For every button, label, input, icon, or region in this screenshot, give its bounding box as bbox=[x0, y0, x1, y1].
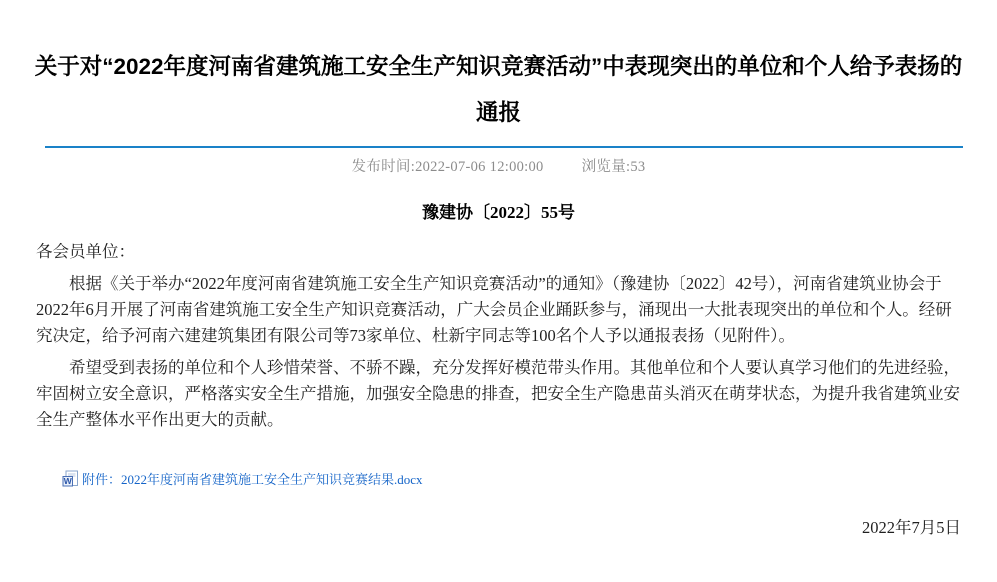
paragraph-2: 希望受到表扬的单位和个人珍惜荣誉、不骄不躁，充分发挥好模范带头作用。其他单位和个人要认真学习他们的先进经验，牢固树立安全意识，严格落实安全生产措施，加强安全隐患的排查，把安全生产隐患苗头消灭在萌芽状态，为提升我省建筑业安全生产整体水平作出更大的贡献。 bbox=[36, 358, 960, 429]
sign-date: 2022年7月5日 bbox=[862, 518, 961, 537]
salutation: 各会员单位： bbox=[36, 242, 135, 261]
attachment-link[interactable]: 附件：2022年度河南省建筑施工安全生产知识竞赛结果.docx bbox=[82, 472, 423, 487]
views-label: 浏览量: bbox=[581, 159, 631, 175]
paragraph-1: 根据《关于举办“2022年度河南省建筑施工安全生产知识竞赛活动”的通知》（豫建协〔2022〕42号），河南省建筑业协会于2022年6月开展了河南省建筑施工安全生产知识竞赛活动，广大会员企业踊跃参与，涌现出一大批表现突出的单位和个人。经研究决定，给予河南六建建筑集团有限公司等73家单位、杜新宇同志等100名个人予以通报表扬（见附件）。 bbox=[36, 274, 952, 345]
word-doc-icon bbox=[62, 470, 79, 487]
page-title: 关于对“2022年度河南省建筑施工安全生产知识竞赛活动”中表现突出的单位和个人给予表扬的通报 bbox=[34, 54, 963, 125]
document-body bbox=[0, 239, 997, 433]
svg-text:W: W bbox=[63, 476, 72, 486]
title-divider bbox=[45, 146, 963, 148]
document-number: 豫建协〔2022〕55号 bbox=[422, 203, 575, 222]
views-value: 53 bbox=[630, 159, 646, 175]
publish-time-value: 2022-07-06 12:00:00 bbox=[415, 159, 544, 175]
publish-time-label: 发布时间: bbox=[351, 159, 416, 175]
attachment-row bbox=[62, 469, 997, 488]
notice-page bbox=[0, 44, 997, 582]
article-meta bbox=[0, 155, 997, 176]
